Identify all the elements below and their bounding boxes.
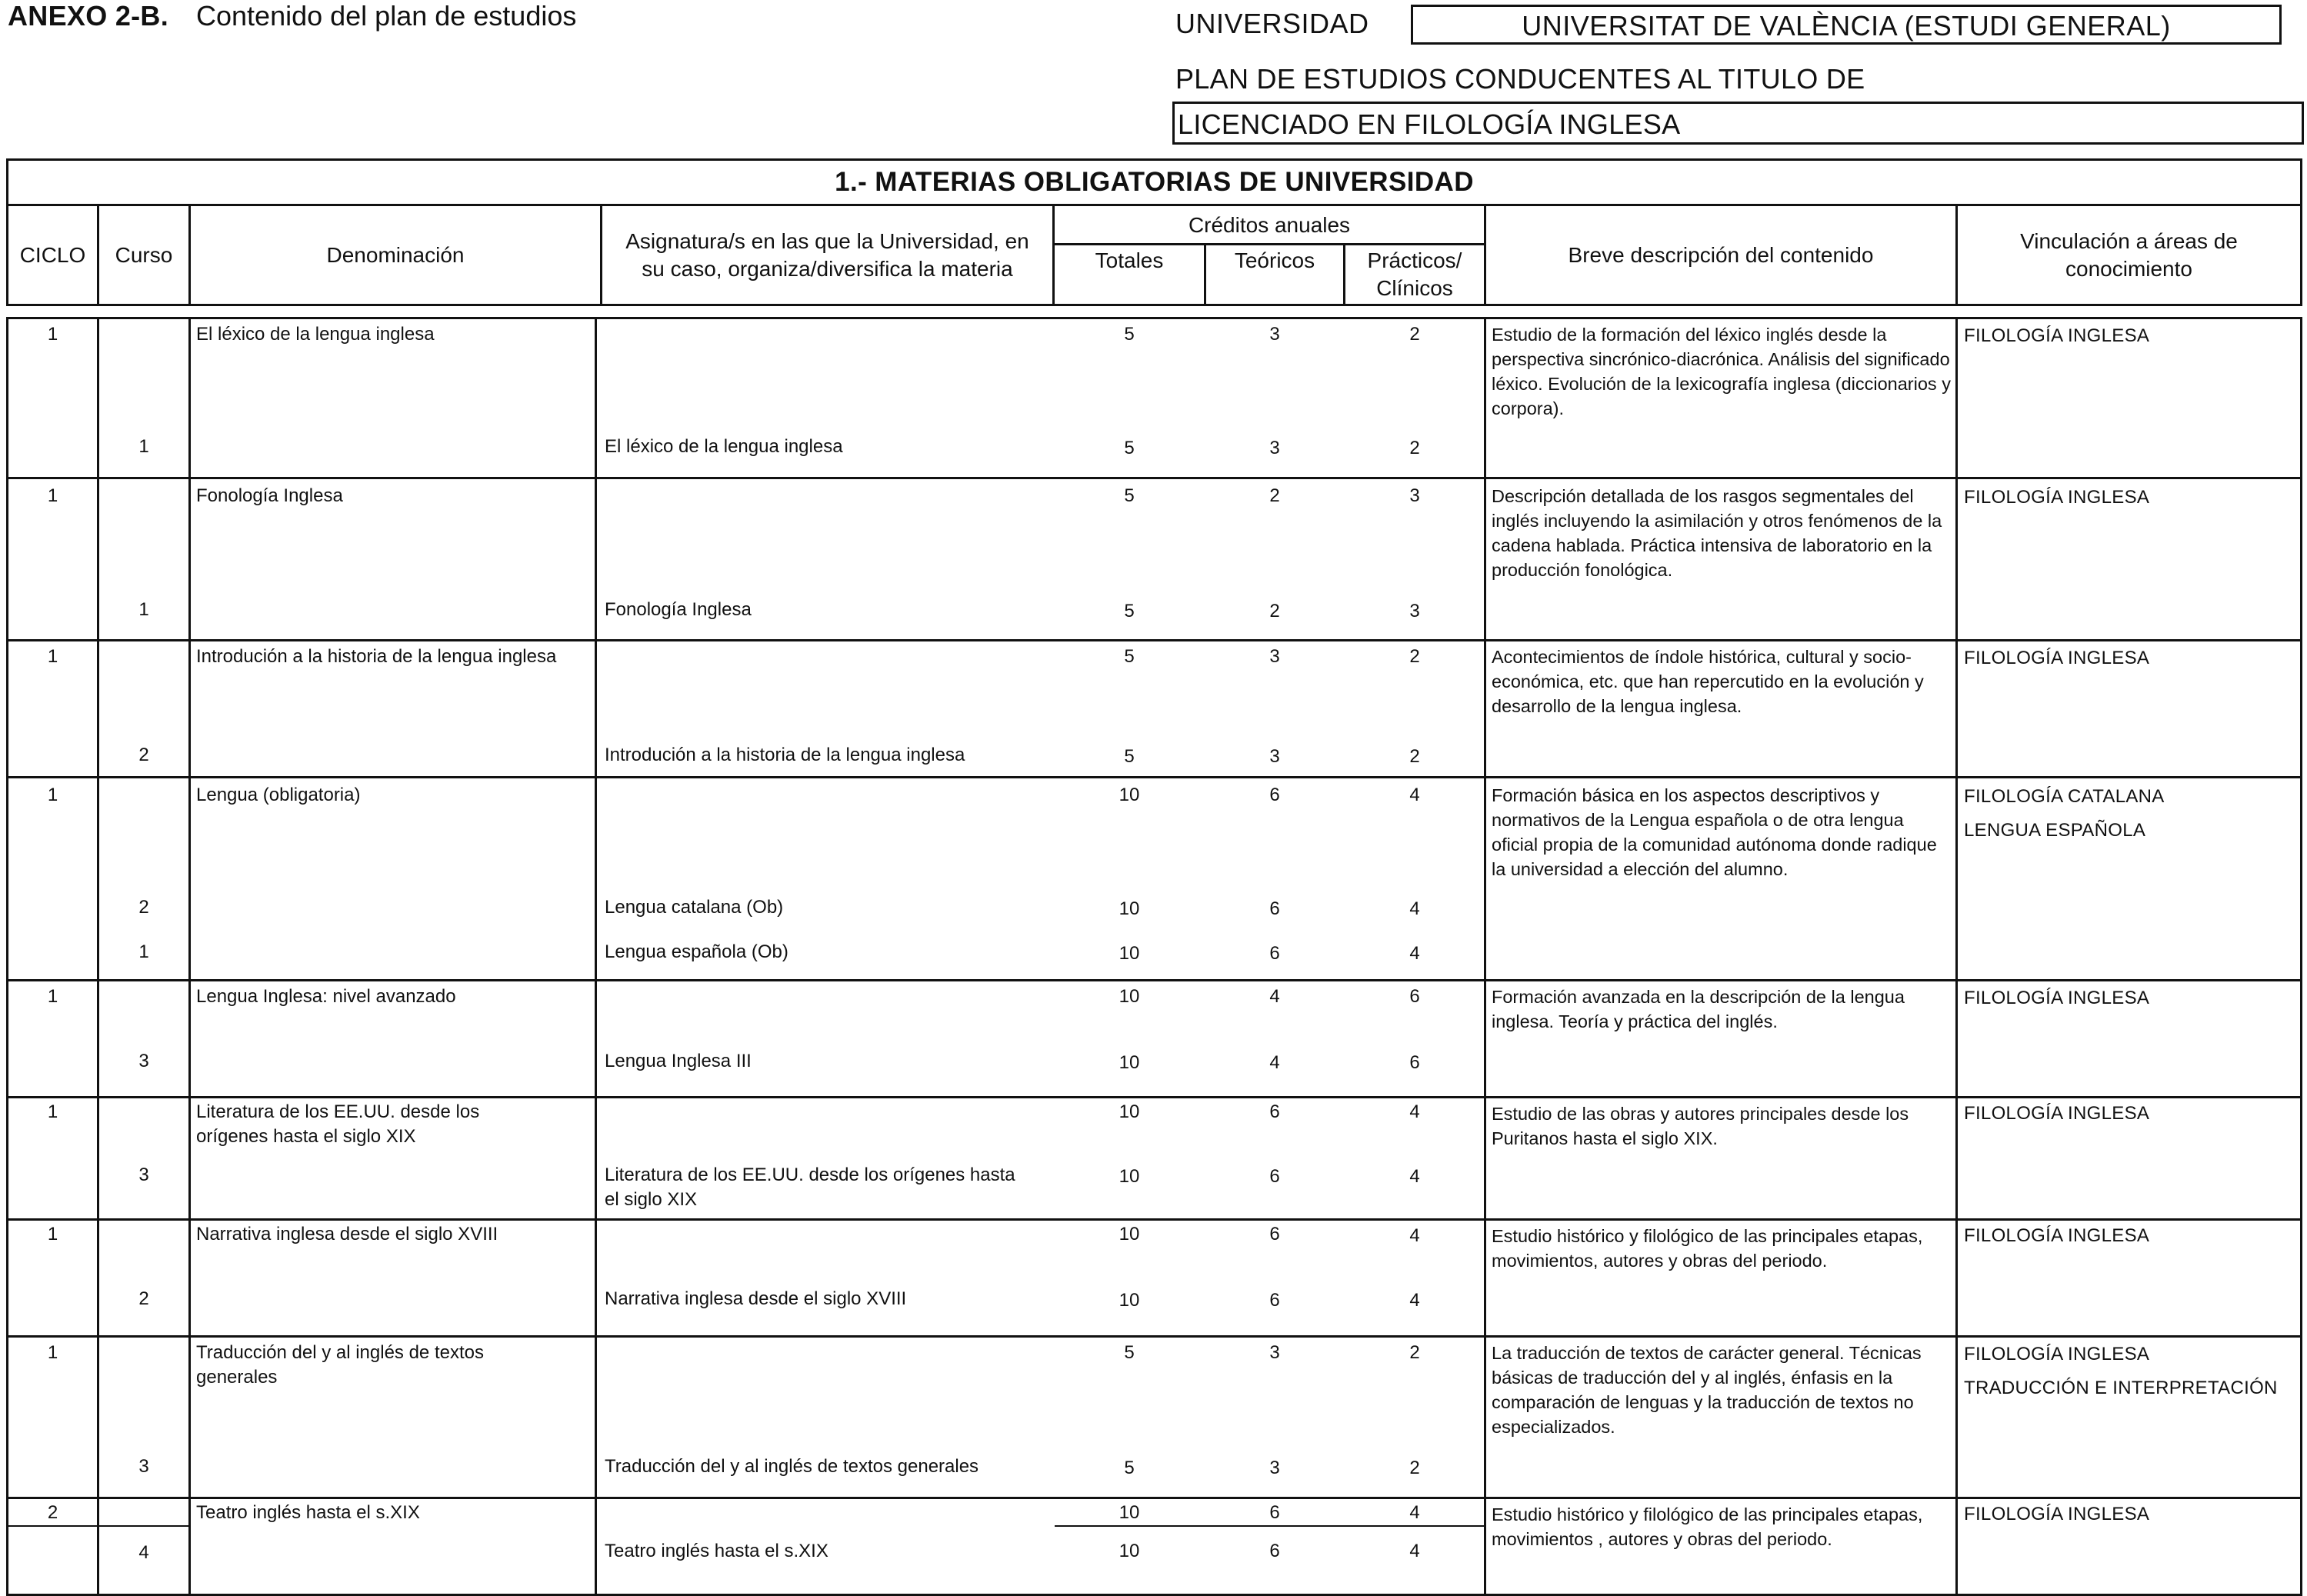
curso-cell: 1 — [138, 436, 149, 457]
practicos-cell: 3 — [1409, 485, 1420, 506]
subject-teoricos-cell: 6 — [1269, 943, 1280, 964]
plan-label: PLAN DE ESTUDIOS CONDUCENTES AL TITULO DE — [1175, 63, 1865, 95]
subject-totales-cell: 10 — [1118, 1541, 1140, 1561]
col-header-asignaturas-line2: su caso, organiza/diversifica la materia — [642, 256, 1013, 281]
denominacion-cell: Lengua (obligatoria) — [196, 785, 361, 805]
subjects-table — [6, 317, 2302, 1596]
totales-cell: 5 — [1124, 646, 1135, 667]
subject-teoricos-cell: 6 — [1269, 898, 1280, 919]
section-title-band — [6, 158, 2302, 206]
university-name: UNIVERSITAT DE VALÈNCIA (ESTUDI GENERAL) — [1522, 10, 2171, 42]
practicos-cell: 4 — [1409, 1502, 1420, 1523]
subject-teoricos-cell: 3 — [1269, 438, 1280, 458]
subject-totales-cell: 10 — [1118, 1290, 1140, 1311]
subject-practicos-cell: 4 — [1409, 1541, 1420, 1561]
totales-cell: 5 — [1124, 485, 1135, 506]
col-header-asignaturas-line1: Asignatura/s en las que la Universidad, en — [625, 228, 1029, 253]
totales-cell: 10 — [1118, 1224, 1140, 1244]
teoricos-cell: 6 — [1269, 1502, 1280, 1523]
practicos-cell: 6 — [1409, 986, 1420, 1007]
descripcion-cell: Estudio histórico y filológico de las principales etapas, movimientos , autores y obras del periodo. — [1492, 1504, 1923, 1549]
col-header-descripcion: Breve descripción del contenido — [1568, 242, 1874, 267]
ciclo-cell: 1 — [47, 785, 58, 805]
totales-cell: 5 — [1124, 1342, 1135, 1363]
curso-cell: 1 — [138, 941, 149, 962]
subject-practicos-cell: 4 — [1409, 898, 1420, 919]
asignatura-cell: Traducción del y al inglés de textos generales — [605, 1456, 979, 1477]
area-cell: FILOLOGÍA INGLESA — [1964, 487, 2150, 508]
denominacion-cell: Teatro inglés hasta el s.XIX — [196, 1502, 420, 1523]
ciclo-cell: 1 — [47, 986, 58, 1007]
asignatura-cell: Lengua española (Ob) — [605, 941, 788, 962]
area-cell: FILOLOGÍA INGLESA — [1964, 1225, 2150, 1246]
teoricos-cell: 3 — [1269, 324, 1280, 345]
descripcion-cell: Estudio de las obras y autores principales desde los Puritanos hasta el siglo XIX. — [1492, 1104, 1909, 1148]
col-header-ciclo: CICLO — [19, 242, 86, 267]
area-cell: LENGUA ESPAÑOLA — [1964, 820, 2146, 841]
annex-subtitle: Contenido del plan de estudios — [196, 0, 577, 32]
col-header-practicos-line1: Prácticos/ — [1367, 248, 1462, 272]
university-label: UNIVERSIDAD — [1175, 8, 1369, 39]
subject-teoricos-cell: 6 — [1269, 1166, 1280, 1187]
curso-cell: 3 — [138, 1456, 149, 1477]
denominacion-cell: Lengua Inglesa: nivel avanzado — [196, 986, 456, 1007]
col-header-practicos-line2: Clínicos — [1376, 276, 1453, 300]
asignatura-cell: Teatro inglés hasta el s.XIX — [605, 1541, 828, 1561]
curso-cell: 4 — [138, 1542, 149, 1563]
ciclo-cell: 1 — [47, 1101, 58, 1122]
descripcion-cell: Descripción detallada de los rasgos segmentales del inglés incluyendo la asimilación y otros fenómenos de la cadena hablada. Práctica intensiva de laboratorio en la producción fonológica. — [1492, 486, 1942, 580]
subject-practicos-cell: 2 — [1409, 1458, 1420, 1478]
teoricos-cell: 2 — [1269, 485, 1280, 506]
subject-totales-cell: 5 — [1124, 438, 1135, 458]
totales-cell: 10 — [1118, 1101, 1140, 1122]
degree-name: LICENCIADO EN FILOLOGÍA INGLESA — [1178, 108, 1681, 140]
teoricos-cell: 6 — [1269, 1224, 1280, 1244]
practicos-cell: 4 — [1409, 1101, 1420, 1122]
area-cell: FILOLOGÍA INGLESA — [1964, 1504, 2150, 1524]
ciclo-cell: 1 — [47, 1342, 58, 1363]
table-row — [8, 641, 2300, 776]
descripcion-cell: Estudio de la formación del léxico inglés desde la perspectiva sincrónico-diacrónica. Análisis del significado léxico. Evolución de la lexicografía inglesa (diccionarios y corpora). — [1492, 325, 1951, 418]
annex-label: ANEXO 2-B. — [8, 0, 169, 32]
area-cell: FILOLOGÍA INGLESA — [1964, 1103, 2150, 1124]
area-cell: FILOLOGÍA INGLESA — [1964, 648, 2150, 668]
area-cell: FILOLOGÍA INGLESA — [1964, 1344, 2150, 1364]
curso-cell: 3 — [138, 1051, 149, 1071]
subject-practicos-cell: 4 — [1409, 1290, 1420, 1311]
col-header-creditos: Créditos anuales — [1188, 213, 1351, 237]
area-cell: FILOLOGÍA CATALANA — [1964, 786, 2165, 807]
subject-totales-cell: 5 — [1124, 601, 1135, 621]
practicos-cell: 2 — [1409, 1342, 1420, 1363]
curso-cell: 3 — [138, 1165, 149, 1185]
subject-teoricos-cell: 4 — [1269, 1052, 1280, 1073]
descripcion-cell: Formación básica en los aspectos descriptivos y normativos de la Lengua española o de otra lengua oficial propia de la comunidad autónoma donde radique la universidad a elección del alumno. — [1492, 785, 1937, 879]
area-cell: FILOLOGÍA INGLESA — [1964, 988, 2150, 1008]
teoricos-cell: 6 — [1269, 785, 1280, 805]
table-row — [8, 1338, 2300, 1497]
practicos-cell: 2 — [1409, 324, 1420, 345]
descripcion-cell: La traducción de textos de carácter general. Técnicas básicas de traducción del y al inglés, énfasis en la comparación de lenguas y la traducción de textos no especializados. — [1492, 1343, 1922, 1437]
table-row — [8, 1499, 2300, 1594]
subject-teoricos-cell: 2 — [1269, 601, 1280, 621]
totales-cell: 5 — [1124, 324, 1135, 345]
denominacion-cell: Literatura de los EE.UU. desde los orígenes hasta el siglo XIX — [196, 1101, 480, 1147]
col-header-totales: Totales — [1095, 248, 1164, 272]
ciclo-cell: 1 — [47, 646, 58, 667]
subject-practicos-cell: 3 — [1409, 601, 1420, 621]
subject-practicos-cell: 2 — [1409, 746, 1420, 767]
col-header-curso: Curso — [115, 242, 173, 267]
section-title: 1.- MATERIAS OBLIGATORIAS DE UNIVERSIDAD — [835, 167, 1474, 197]
table-row — [8, 1098, 2300, 1218]
asignatura-cell: Lengua catalana (Ob) — [605, 897, 784, 918]
col-header-denominacion: Denominación — [326, 242, 465, 267]
totales-cell: 10 — [1118, 1502, 1140, 1523]
asignatura-cell: Literatura de los EE.UU. desde los orígenes hasta el siglo XIX — [605, 1165, 1015, 1210]
col-header-vinculacion-line1: Vinculación a áreas de — [2020, 228, 2238, 253]
subject-totales-cell: 10 — [1118, 1052, 1140, 1073]
ciclo-cell: 1 — [47, 1224, 58, 1244]
practicos-cell: 4 — [1409, 785, 1420, 805]
table-row — [8, 1221, 2300, 1335]
column-header-band — [6, 206, 2302, 306]
table-row — [8, 479, 2300, 639]
asignatura-cell: Fonología Inglesa — [605, 599, 752, 620]
teoricos-cell: 6 — [1269, 1101, 1280, 1122]
subject-totales-cell: 10 — [1118, 1166, 1140, 1187]
denominacion-cell: Narrativa inglesa desde el siglo XVIII — [196, 1224, 498, 1244]
subject-teoricos-cell: 3 — [1269, 1458, 1280, 1478]
table-row — [8, 981, 2300, 1096]
subject-teoricos-cell: 6 — [1269, 1290, 1280, 1311]
university-box — [1411, 5, 2282, 45]
subject-practicos-cell: 4 — [1409, 1166, 1420, 1187]
ciclo-cell: 1 — [47, 485, 58, 506]
col-header-teoricos: Teóricos — [1234, 248, 1315, 272]
asignatura-cell: Narrativa inglesa desde el siglo XVIII — [605, 1288, 907, 1309]
curso-cell: 1 — [138, 599, 149, 620]
subject-totales-cell: 10 — [1118, 898, 1140, 919]
descripcion-cell: Estudio histórico y filológico de las principales etapas, movimientos, autores y obras del periodo. — [1492, 1226, 1923, 1271]
totales-cell: 10 — [1118, 986, 1140, 1007]
area-cell: FILOLOGÍA INGLESA — [1964, 325, 2150, 346]
practicos-cell: 4 — [1409, 1225, 1420, 1246]
subject-practicos-cell: 4 — [1409, 943, 1420, 964]
teoricos-cell: 3 — [1269, 646, 1280, 667]
curso-cell: 2 — [138, 1288, 149, 1309]
asignatura-cell: El léxico de la lengua inglesa — [605, 436, 843, 457]
totales-cell: 10 — [1118, 785, 1140, 805]
practicos-cell: 2 — [1409, 646, 1420, 667]
subject-teoricos-cell: 6 — [1269, 1541, 1280, 1561]
denominacion-cell: El léxico de la lengua inglesa — [196, 324, 435, 345]
table-row — [8, 319, 2300, 477]
ciclo-cell: 1 — [47, 324, 58, 345]
curso-cell: 2 — [138, 897, 149, 918]
col-header-practicos — [1345, 245, 1484, 304]
descripcion-cell: Formación avanzada en la descripción de la lengua inglesa. Teoría y práctica del inglés. — [1492, 987, 1905, 1031]
descripcion-cell: Acontecimientos de índole histórica, cultural y socio-económica, etc. que han repercutido en la evolución y desarrollo de la lengua inglesa. — [1492, 647, 1924, 716]
teoricos-cell: 4 — [1269, 986, 1280, 1007]
ciclo-cell: 2 — [47, 1502, 58, 1523]
table-row — [8, 778, 2300, 979]
denominacion-cell: Introdución a la historia de la lengua inglesa — [196, 646, 557, 667]
teoricos-cell: 3 — [1269, 1342, 1280, 1363]
subject-totales-cell: 5 — [1124, 746, 1135, 767]
subject-totales-cell: 10 — [1118, 943, 1140, 964]
asignatura-cell: Lengua Inglesa III — [605, 1051, 752, 1071]
area-cell: TRADUCCIÓN E INTERPRETACIÓN — [1964, 1378, 2278, 1398]
subject-practicos-cell: 6 — [1409, 1052, 1420, 1073]
col-header-vinculacion-line2: conocimiento — [2065, 256, 2192, 281]
asignatura-cell: Introdución a la historia de la lengua inglesa — [605, 745, 965, 765]
denominacion-cell: Traducción del y al inglés de textos generales — [196, 1342, 484, 1388]
subject-totales-cell: 5 — [1124, 1458, 1135, 1478]
col-header-vinculacion — [1958, 206, 2300, 304]
curso-cell: 2 — [138, 745, 149, 765]
col-header-asignaturas — [602, 206, 1052, 304]
subject-practicos-cell: 2 — [1409, 438, 1420, 458]
subject-teoricos-cell: 3 — [1269, 746, 1280, 767]
denominacion-cell: Fonología Inglesa — [196, 485, 343, 506]
degree-box — [1172, 102, 2304, 145]
